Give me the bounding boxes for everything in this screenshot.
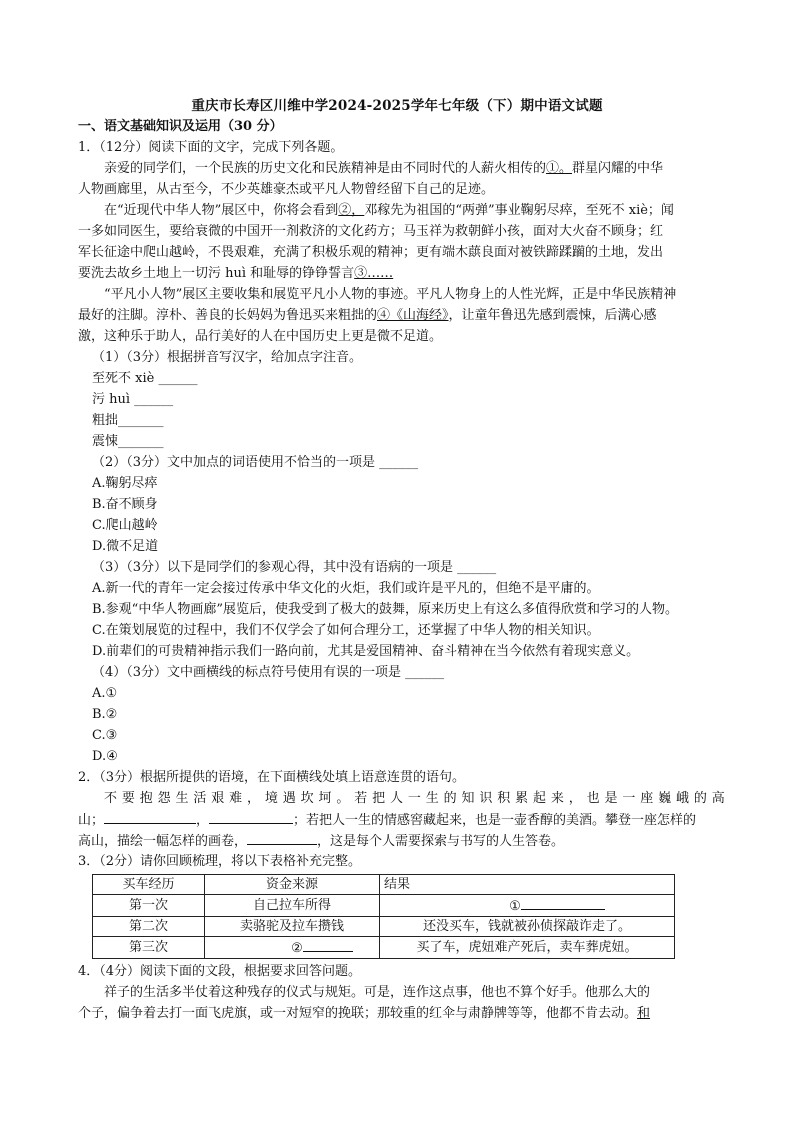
q1-sub1-item[interactable]: 污 huì ______ — [92, 392, 174, 407]
q1-paragraph-line: 人物画廊里，从古至今，不少英雄豪杰或平凡人物曾经留下自己的足迹。 — [78, 182, 495, 197]
q2-heading: 2．（3分）根据所提供的语境，在下面横线处填上语意连贯的语句。 — [78, 770, 466, 785]
q1-sub2-option[interactable]: A.鞠躬尽瘁 — [92, 476, 158, 491]
q2-text-line: 不要抱怨生活艰难，境遇坎坷。若把人一生的知识积累起来，也是一座巍峨的高 — [104, 791, 728, 806]
q1-sub2-heading: （2）（3分）文中加点的词语使用不恰当的一项是 ______ — [92, 455, 419, 470]
table-cell: 第一次 — [93, 895, 205, 917]
q1-sub3-heading: （3）（3分）以下是同学们的参观心得，其中没有语病的一项是 ______ — [92, 560, 497, 575]
exam-title: 重庆市长寿区川维中学2024-2025学年七年级（下）期中语文试题 — [191, 98, 603, 114]
q1-sub3-option[interactable]: A.新一代的青年一定会接过传承中华文化的火炬，我们或许是平凡的，但绝不是平庸的。 — [92, 581, 600, 596]
q1-sub1-item[interactable]: 粗拙_______ — [92, 413, 164, 428]
q1-paragraph-line: 一多如同医生，要给衰微的中国开一剂救济的文化药方；马玉祥为救朝鲜小孩，面对大火奋不顾身；红 — [78, 224, 664, 239]
q1-sub3-option[interactable]: C.在策划展览的过程中，我们不仅学会了如何合理分工，还掌握了中华人物的相关知识。 — [92, 623, 600, 638]
table-cell: 自己拉车所得 — [205, 895, 380, 917]
punct-mark-4: ④《山海经》 — [377, 308, 449, 323]
table-cell[interactable]: ② — [205, 937, 380, 959]
q4-text-line: 个子，偏争着去打一面飞虎旗，或一对短窄的挽联；那较重的红伞与肃静牌等等，他都不肯去动。和 — [78, 1006, 651, 1021]
table-cell: 还没买车，钱就被孙侦探敲诈走了。 — [380, 917, 675, 937]
q1-paragraph-line: 亲爱的同学们，一个民族的历史文化和民族精神是由不同时代的人薪火相传的①。群星闪耀的中华 — [104, 161, 664, 176]
q2-blank-2[interactable] — [209, 809, 293, 824]
q1-sub2-option[interactable]: C.爬山越岭 — [92, 518, 158, 533]
table-cell: 买了车，虎妞难产死后，卖车葬虎妞。 — [380, 937, 675, 959]
q1-sub4-option[interactable]: B.② — [92, 707, 118, 722]
q3-blank-1[interactable] — [521, 895, 605, 910]
table-cell: 第二次 — [93, 917, 205, 937]
q1-paragraph-line: 在“近现代中华人物”展区中，你将会看到②，邓稼先为祖国的“两弹”事业鞠躬尽瘁，至死不 xiè；闻 — [104, 203, 674, 218]
punct-mark-2: ②， — [338, 203, 365, 218]
q1-sub4-option[interactable]: C.③ — [92, 728, 118, 743]
table-row — [93, 895, 675, 917]
q2-blank-1[interactable] — [104, 809, 196, 824]
exam-content — [78, 116, 728, 1024]
table-cell: 第三次 — [93, 937, 205, 959]
q3-table — [92, 874, 675, 959]
punct-mark-3: ③…… — [354, 266, 394, 281]
table-header-cell: 资金来源 — [205, 875, 380, 895]
q1-sub4-option[interactable]: D.④ — [92, 749, 118, 764]
q3-heading: 3．（2分）请你回顾梳理，将以下表格补充完整。 — [78, 854, 362, 869]
q1-sub4-heading: （4）（3分）文中画横线的标点符号使用有误的一项是 ______ — [92, 665, 445, 680]
table-cell: 卖骆驼及拉车攒钱 — [205, 917, 380, 937]
q1-paragraph-line: 军长征途中爬山越岭，不畏艰难，充满了积极乐观的精神；更有端木蕻良面对被铁蹄蹂躏的土地，发出 — [78, 245, 664, 260]
q1-heading: 1．（12分）阅读下面的文字，完成下列各题。 — [78, 140, 344, 155]
q1-sub1-item[interactable]: 震悚_______ — [92, 434, 164, 449]
q1-paragraph-line: 最好的注脚。淳朴、善良的长妈妈为鲁迅买来粗拙的④《山海经》，让童年鲁迅先感到震悚，后满心感 — [78, 308, 657, 323]
q4-heading: 4．（4分）阅读下面的文段，根据要求回答问题。 — [78, 964, 362, 979]
q1-sub1-heading: （1）（3分）根据拼音写汉字，给加点字注音。 — [92, 350, 363, 365]
table-cell[interactable]: ① — [380, 895, 675, 917]
table-row — [93, 937, 675, 959]
punct-mark-1: ①。 — [546, 161, 573, 176]
q1-sub4-option[interactable]: A.① — [92, 686, 118, 701]
q2-text-line: 高山，描绘一幅怎样的画卷， ，这是每个人需要探索与书写的人生答卷。 — [78, 830, 728, 851]
table-header-row — [93, 875, 675, 895]
q1-paragraph-line: 激，这种乐于助人，品行美好的人在中国历史上更是微不足道。 — [78, 329, 443, 344]
q1-paragraph-line: 要洗去故乡土地上一切污 huì 和耻辱的铮铮誓言③…… — [78, 266, 394, 281]
q1-sub1-item[interactable]: 至死不 xiè ______ — [92, 371, 198, 386]
table-header-cell: 结果 — [380, 875, 675, 895]
section-heading: 一、语文基础知识及运用（30 分） — [78, 119, 283, 134]
q2-blank-3[interactable] — [247, 830, 317, 845]
q4-text-line: 祥子的生活多半仗着这种残存的仪式与规矩。可是，连作这点事，他也不算个好手。他那么大的 — [104, 985, 651, 1000]
q1-sub2-option[interactable]: B.奋不顾身 — [92, 497, 158, 512]
table-row — [93, 917, 675, 937]
q1-sub3-option[interactable]: D.前辈们的可贵精神指示我们一路向前，尤其是爱国精神、奋斗精神在当今依然有着现实意义。 — [92, 644, 640, 659]
table-header-cell: 买车经历 — [93, 875, 205, 895]
q1-paragraph-line: “平凡小人物”展区主要收集和展览平凡小人物的事迹。平凡人物身上的人性光辉，正是中华民族精神 — [104, 287, 677, 302]
q1-sub3-option[interactable]: B.参观“中华人物画廊”展览后，使我受到了极大的鼓舞，原来历史上有这么多值得欣赏和学习的人物。 — [92, 602, 678, 617]
q3-blank-2[interactable] — [303, 937, 353, 952]
q2-text-line: 山； ， ；若把人一生的情感窖藏起来，也是一壶香醇的美酒。攀登一座怎样的 — [78, 809, 728, 830]
q1-sub2-option[interactable]: D.微不足道 — [92, 539, 159, 554]
